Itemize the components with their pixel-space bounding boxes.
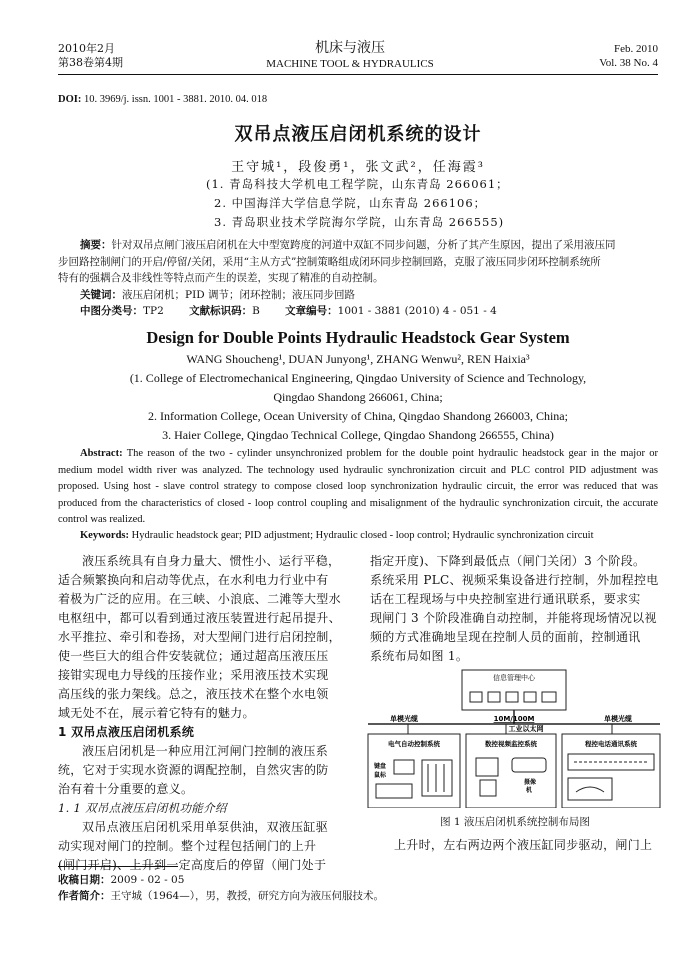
abstract-cn-line-1: 针对双吊点闸门液压启闭机在大中型宽跨度的河道中双缸不同步问题，分析了其产生原因，提出了采用液压同 [111, 239, 616, 251]
s1-line-2: 统，它对于实现水资源的调配控制，自然灾害的防 [58, 763, 329, 777]
received-label: 收稿日期： [58, 874, 111, 886]
received-value: 2009 - 02 - 05 [110, 874, 185, 886]
right-after-figure-line: 上升时，左右两边两个液压缸同步驱动，闸门上 [394, 838, 653, 852]
affiliation-en-3: 3. Haier College, Qingdao Technical College, Qingdao Shandong 266555, China) [162, 428, 554, 442]
affiliation-cn-3: 3. 青岛职业技术学院海尔学院，山东青岛 266555) [214, 215, 505, 229]
camera-label-2: 机 [526, 787, 533, 794]
info-center-title: 信息管理中心 [493, 674, 535, 682]
figure-1-diagram [366, 668, 662, 808]
abstract-en-label: Abstract: [80, 448, 123, 459]
right-line-6: 系统布局如图 1。 [370, 649, 469, 663]
author-bio-value: 王守城（1964—），男，教授，研究方向为液压伺服技术。 [110, 890, 384, 902]
figure-1-caption: 图 1 液压启闭机系统控制布局图 [440, 816, 590, 828]
keywords-en-label: Keywords: [80, 530, 129, 541]
fiber-left-label: 单模光缆 [390, 715, 418, 723]
right-line-3: 话在工程现场与中央控制室进行通讯联系，要求实 [370, 592, 641, 606]
header-rule [58, 74, 658, 75]
affiliation-en-1b: Qingdao Shandong 266061, China; [273, 390, 443, 404]
camera-label: 摄像 [524, 779, 537, 786]
right-line-4: 现闸门 3 个阶段准确自动控制，并能将现场情况以视 [370, 611, 657, 625]
doi-line [58, 94, 267, 105]
subsection-1-1-heading: 1. 1 双吊点液压启闭机功能介绍 [58, 801, 227, 815]
clc-value: TP2 [143, 305, 164, 317]
right-line-2: 系统采用 PLC、视频采集设备进行控制，外加程控电 [370, 573, 659, 587]
article-no-value: 1001 - 3881 (2010) 4 - 051 - 4 [337, 305, 497, 317]
ethernet-sublabel: 工业以太网 [508, 725, 544, 733]
electrical-control-label: 电气自动控制系统 [388, 740, 440, 748]
abstract-en-text: The reason of the two - cylinder unsynchronized problem for the double point hydraulic headstock gear in the major or medium model width river was analyzed. The technology used hydraulic synchronization circuit and PLC control PID adjustment was proposed. Using host - slave control strategy to compose closed loop synchronization hydraulic circuit, the error was reduced that was produced from the characteristics of closed - loop control coupling and misalignment of the hydraulic synchronization circuit, the accurate control was realized. [58, 448, 659, 525]
header-right [560, 42, 658, 70]
intro-line-3: 着极为广泛的应用。在三峡、小浪底、二滩等大型水 [58, 592, 341, 606]
video-monitor-label: 数控视频监控系统 [485, 740, 537, 748]
right-column [370, 552, 660, 666]
s11-line-3: (闸门开启)、上升到一定高度后的停留（闸门处于 [58, 858, 327, 872]
intro-line-9: 域无处不在，展示着它特有的魅力。 [58, 706, 255, 720]
fiber-right-label: 单模光缆 [604, 715, 632, 723]
intro-line-1: 液压系统具有自身力量大、惯性小、运行平稳， [82, 554, 341, 568]
abstract-cn-label: 摘要： [80, 239, 112, 251]
keyboard-label: 键盘 [374, 763, 387, 770]
affiliation-cn-2: 2. 中国海洋大学信息学院，山东青岛 266106； [214, 196, 487, 210]
authors-cn: 王守城¹，段俊勇¹，张文武²，任海霞³ [231, 160, 485, 175]
header-center [240, 40, 460, 71]
affiliation-en-2: 2. Information College, Ocean University of China, Qingdao Shandong 266003, China; [148, 409, 568, 423]
intro-line-6: 使一些巨大的组合件安装就位；通过超高压液压压 [58, 649, 329, 663]
s1-line-1: 液压启闭机是一种应用江河闸门控制的液压系 [82, 744, 329, 758]
section-1-heading: 1 双吊点液压启闭机系统 [58, 725, 195, 739]
left-column [58, 552, 350, 875]
s11-line-2: 动实现对闸门的控制。整个过程包括闸门的上升 [58, 839, 317, 853]
header-left [58, 42, 123, 70]
intro-line-7: 接钳实现电力导线的压接作业；采用液压技术实现 [58, 668, 329, 682]
keywords-en [58, 528, 658, 545]
intro-line-5: 水平推拉、牵引和卷扬，对大型闸门进行启闭控制， [58, 630, 341, 644]
author-bio-label: 作者简介： [58, 890, 111, 902]
affiliations-cn [206, 175, 626, 232]
header-volume-en: Vol. 38 No. 4 [599, 57, 658, 69]
doc-code-value: B [252, 305, 260, 317]
abstract-cn [58, 237, 658, 320]
header-date-en: Feb. 2010 [614, 43, 658, 55]
paper-title-cn: 双吊点液压启闭机系统的设计 [234, 124, 482, 145]
classification-cn [58, 303, 658, 320]
journal-title-cn: 机床与液压 [315, 40, 385, 56]
keywords-en-value: Hydraulic headstock gear; PID adjustment; Hydraulic closed - loop control; Hydraulic synchronization circuit [131, 530, 594, 541]
phone-comm-label: 程控电话通讯系统 [585, 740, 637, 748]
right-line-5: 频的方式准确地呈现在控制人员的面前，控制通讯 [370, 630, 641, 644]
header-volume: 第38卷第4期 [58, 56, 123, 69]
article-no-label: 文章编号： [285, 305, 338, 317]
doc-code-label: 文献标识码： [189, 305, 253, 317]
s1-line-3: 治有着十分重要的意义。 [58, 782, 194, 796]
keywords-cn-value: 液压启闭机；PID 调节；闭环控制；液压同步回路 [122, 288, 355, 301]
ethernet-label: 10M/100M [493, 715, 535, 723]
affiliation-cn-1: (1. 青岛科技大学机电工程学院，山东青岛 266061； [206, 177, 509, 191]
footnote [58, 872, 658, 904]
footnote-rule [58, 866, 178, 867]
doi-label: DOI: [58, 94, 82, 105]
intro-line-2: 适合频繁换向和启动等优点，在水利电力行业中有 [58, 573, 329, 587]
abstract-cn-line-3: 特有的强耦合及非线性等特点而产生的误差，实现了精准的自动控制。 [58, 272, 384, 284]
header-date: 2010年2月 [58, 42, 115, 55]
clc-label: 中图分类号： [80, 305, 143, 317]
intro-line-8: 高压线的张力架线。总之，液压技术在整个水电领 [58, 687, 329, 701]
figure-1 [366, 668, 662, 808]
s11-line-1: 双吊点液压启闭机采用单泵供油，双液压缸驱 [82, 820, 329, 834]
right-line-1: 指定开度)、下降到最低点（闸门关闭）3 个阶段。 [370, 554, 646, 568]
paper-title-en: Design for Double Points Hydraulic Headstock Gear System [146, 328, 570, 347]
doi-value[interactable]: 10. 3969/j. issn. 1001 - 3881. 2010. 04. 018 [83, 94, 268, 105]
mouse-label: 鼠标 [374, 772, 387, 779]
authors-en: WANG Shoucheng¹, DUAN Junyong¹, ZHANG Wenwu², REN Haixia³ [186, 352, 530, 366]
right-after-figure [370, 836, 660, 855]
affiliation-en-1: (1. College of Electromechanical Engineering, Qingdao University of Science and Technology, [129, 371, 587, 385]
affiliations-en [58, 369, 658, 445]
keywords-cn-label: 关键词： [80, 288, 122, 301]
abstract-cn-line-2: 步回路控制闸门的开启/停留/关闭，采用“主从方式”控制策略组成闭环同步控制回路，克服了液压同步闭环控制系统所 [58, 255, 601, 268]
journal-title-en: MACHINE TOOL & HYDRAULICS [266, 58, 434, 70]
intro-line-4: 电枢纽中，都可以看到通过液压装置进行起吊提升、 [58, 611, 341, 625]
abstract-en [58, 446, 658, 529]
